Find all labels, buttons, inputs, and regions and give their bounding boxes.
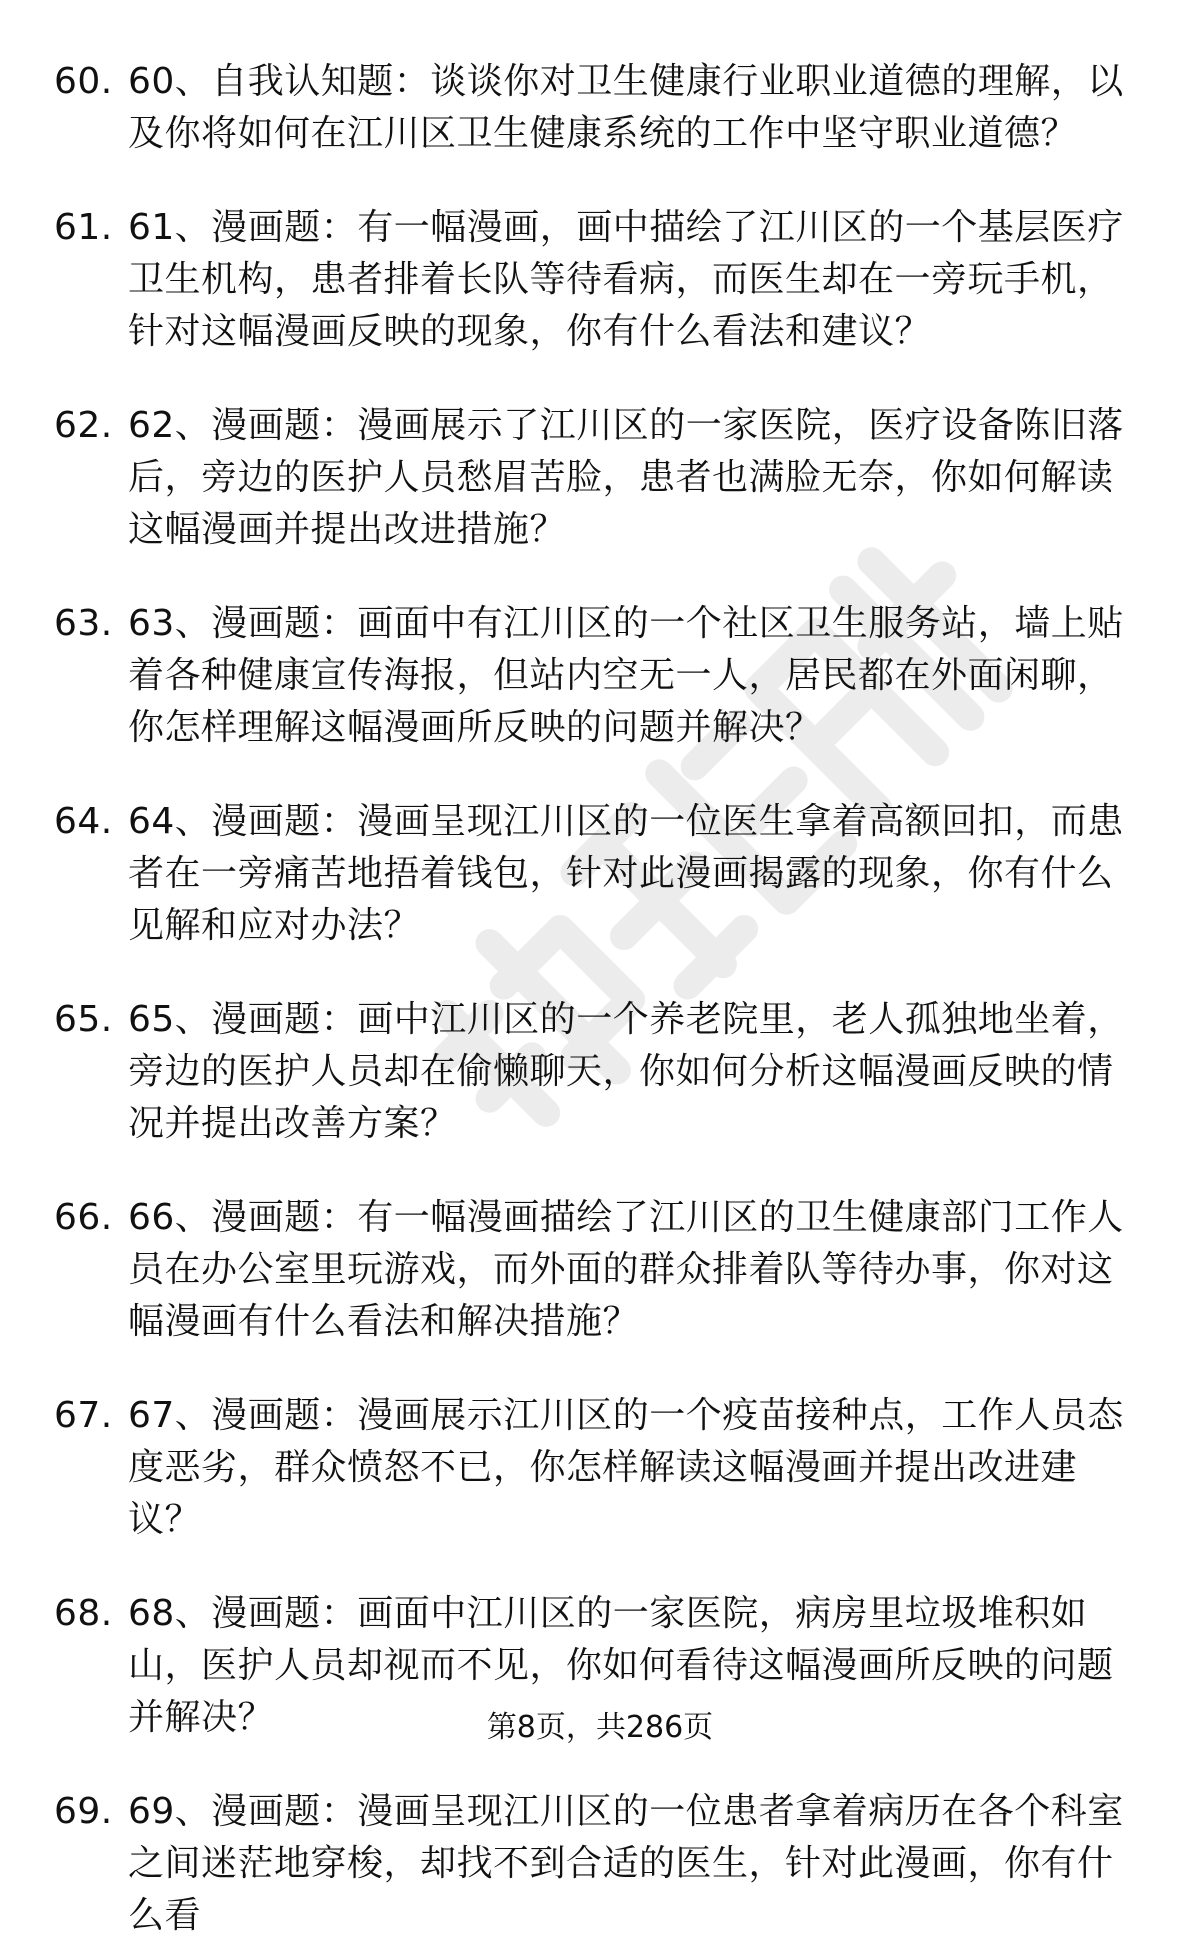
item-text: 62、漫画题：漫画展示了江川区的一家医院，医疗设备陈旧落后，旁边的医护人员愁眉苦脸，患者也满脸无奈，你如何解读这幅漫画并提出改进措施？ xyxy=(128,405,1124,550)
item-number: 63. xyxy=(54,603,113,644)
item-text: 65、漫画题：画中江川区的一个养老院里，老人孤独地坐着，旁边的医护人员却在偷懒聊天，你如何分析这幅漫画反映的情况并提出改善方案？ xyxy=(128,999,1124,1144)
item-number: 64. xyxy=(54,801,113,842)
list-item xyxy=(0,1786,1200,1942)
list-item xyxy=(0,994,1200,1150)
page-footer: 第8页，共286页 xyxy=(486,1710,714,1745)
item-number: 66. xyxy=(54,1197,113,1238)
list-item xyxy=(0,1390,1200,1546)
item-number: 65. xyxy=(54,999,113,1040)
item-text: 63、漫画题：画面中有江川区的一个社区卫生服务站，墙上贴着各种健康宣传海报，但站内空无一人，居民都在外面闲聊，你怎样理解这幅漫画所反映的问题并解决？ xyxy=(128,603,1124,748)
item-text: 64、漫画题：漫画呈现江川区的一位医生拿着高额回扣，而患者在一旁痛苦地捂着钱包，针对此漫画揭露的现象，你有什么见解和应对办法？ xyxy=(128,801,1124,946)
list-item xyxy=(0,598,1200,754)
list-item xyxy=(0,400,1200,556)
item-number: 62. xyxy=(54,405,113,446)
item-text: 68、漫画题：画面中江川区的一家医院，病房里垃圾堆积如山，医护人员却视而不见，你如何看待这幅漫画所反映的问题并解决？ xyxy=(128,1593,1114,1738)
list-item xyxy=(0,56,1200,160)
item-number: 60. xyxy=(54,61,113,102)
list-item xyxy=(0,796,1200,952)
list-item xyxy=(0,202,1200,358)
item-text: 61、漫画题：有一幅漫画，画中描绘了江川区的一个基层医疗卫生机构，患者排着长队等待看病，而医生却在一旁玩手机，针对这幅漫画反映的现象，你有什么看法和建议？ xyxy=(128,207,1124,352)
item-text: 66、漫画题：有一幅漫画描绘了江川区的卫生健康部门工作人员在办公室里玩游戏，而外面的群众排着队等待办事，你对这幅漫画有什么看法和解决措施？ xyxy=(128,1197,1124,1342)
item-number: 67. xyxy=(54,1395,113,1436)
item-number: 69. xyxy=(54,1791,113,1832)
item-text: 69、漫画题：漫画呈现江川区的一位患者拿着病历在各个科室之间迷茫地穿梭，却找不到合适的医生，针对此漫画，你有什么看 xyxy=(128,1791,1124,1936)
item-number: 68. xyxy=(54,1593,113,1634)
item-number: 61. xyxy=(54,207,113,248)
list-item xyxy=(0,1192,1200,1348)
item-text: 67、漫画题：漫画展示江川区的一个疫苗接种点，工作人员态度恶劣，群众愤怒不已，你怎样解读这幅漫画并提出改进建议？ xyxy=(128,1395,1124,1540)
item-text: 60、自我认知题：谈谈你对卫生健康行业职业道德的理解，以及你将如何在江川区卫生健康系统的工作中坚守职业道德？ xyxy=(128,61,1124,154)
